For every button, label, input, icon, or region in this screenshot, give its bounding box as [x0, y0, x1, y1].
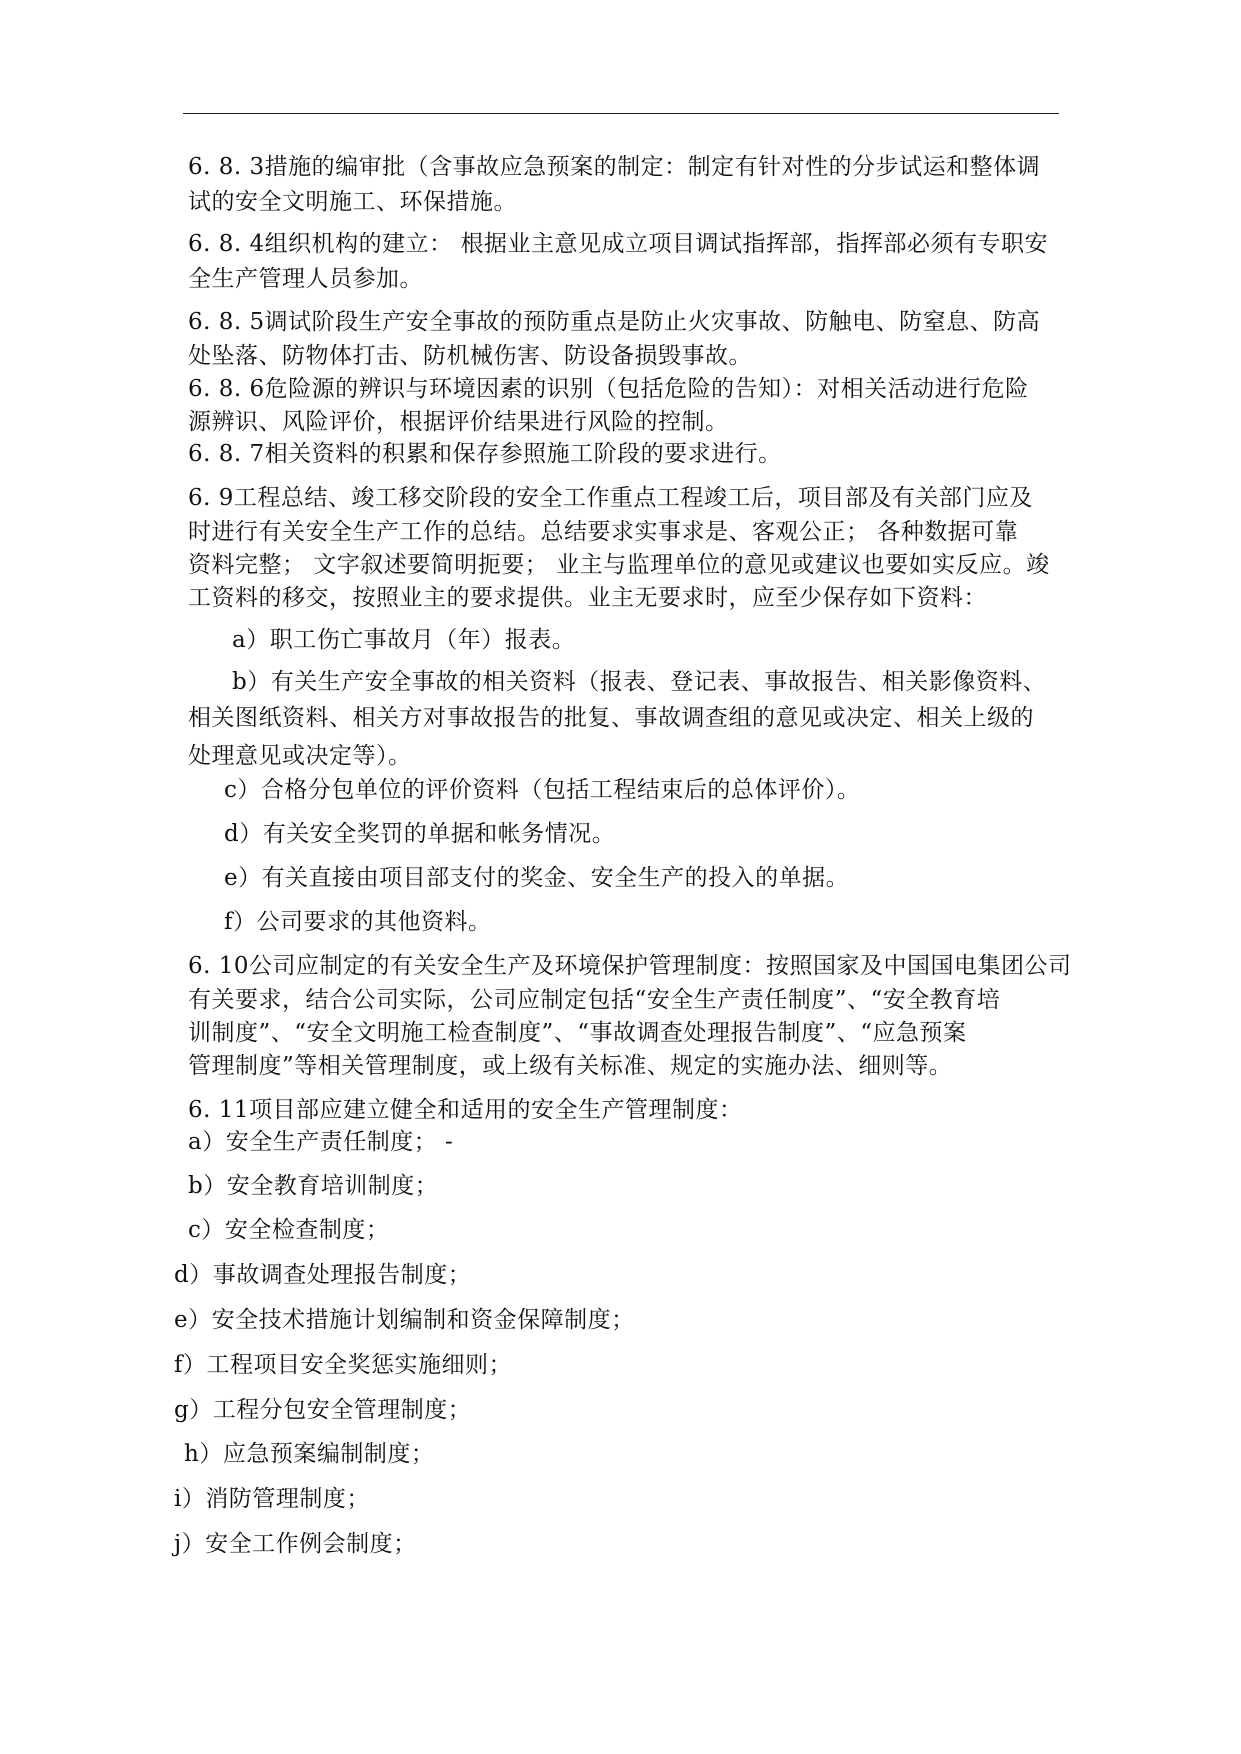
text-line: 6. 8. 7相关资料的积累和保存参照施工阶段的要求进行。 — [188, 441, 782, 467]
text-line: e）有关直接由项目部支付的奖金、安全生产的投入的单据。 — [224, 865, 850, 891]
text-line: c）安全检查制度； — [188, 1217, 390, 1243]
text-line: b）有关生产安全事故的相关资料（报表、登记表、事故报告、相关影像资料、 — [232, 669, 1047, 695]
text-line: j）安全工作例会制度； — [174, 1531, 417, 1557]
text-line: g）工程分包安全管理制度； — [174, 1397, 472, 1423]
text-line: 训制度”、“安全文明施工检查制度”、“事故调查处理报告制度”、“应急预案 — [188, 1020, 967, 1046]
text-line: 有关要求，结合公司实际，公司应制定包括“安全生产责任制度”、“安全教育培 — [188, 987, 1001, 1013]
text-line: h）应急预案编制制度； — [184, 1441, 435, 1467]
text-line: 6. 9工程总结、竣工移交阶段的安全工作重点工程竣工后，项目部及有关部门应及 — [188, 485, 1033, 511]
text-line: c）合格分包单位的评价资料（包括工程结束后的总体评价）。 — [224, 777, 861, 803]
text-line: 时进行有关安全生产工作的总结。总结要求实事求是、客观公正； 各种数据可靠 — [188, 519, 1019, 545]
text-line: 全生产管理人员参加。 — [188, 266, 423, 292]
header-rule — [183, 113, 1059, 114]
text-line: 资料完整； 文字叙述要简明扼要； 业主与监理单位的意见或建议也要如实反应。竣 — [188, 552, 1050, 578]
text-line: 6. 8. 3措施的编审批（含事故应急预案的制定：制定有针对性的分步试运和整体调 — [188, 154, 1041, 180]
text-line: b）安全教育培训制度； — [188, 1173, 439, 1199]
text-line: 管理制度”等相关管理制度，或上级有关标准、规定的实施办法、细则等。 — [188, 1053, 953, 1079]
text-line: 6. 11项目部应建立健全和适用的安全生产管理制度： — [188, 1097, 743, 1123]
text-line: f）工程项目安全奖惩实施细则； — [174, 1352, 513, 1378]
text-line: 6. 8. 4组织机构的建立： 根据业主意见成立项目调试指挥部，指挥部必须有专职安 — [188, 231, 1048, 257]
text-line: a）职工伤亡事故月（年）报表。 — [232, 627, 576, 653]
text-line: d）事故调查处理报告制度； — [174, 1262, 472, 1288]
text-line: e）安全技术措施计划编制和资金保障制度； — [174, 1307, 635, 1333]
text-line: a）安全生产责任制度； - — [188, 1129, 454, 1155]
text-line: 6. 10公司应制定的有关安全生产及环境保护管理制度：按照国家及中国国电集团公司 — [188, 953, 1072, 979]
text-line: d）有关安全奖罚的单据和帐务情况。 — [224, 821, 616, 847]
text-line: 相关图纸资料、相关方对事故报告的批复、事故调查组的意见或决定、相关上级的 — [188, 705, 1034, 731]
text-line: 工资料的移交，按照业主的要求提供。业主无要求时，应至少保存如下资料： — [188, 585, 987, 611]
text-line: 处坠落、防物体打击、防机械伤害、防设备损毁事故。 — [188, 343, 752, 369]
text-line: i）消防管理制度； — [174, 1486, 370, 1512]
text-line: 处理意见或决定等）。 — [188, 743, 412, 769]
text-line: f）公司要求的其他资料。 — [224, 909, 492, 935]
text-line: 6. 8. 6危险源的辨识与环境因素的识别（包括危险的告知）：对相关活动进行危险 — [188, 376, 1029, 402]
text-line: 试的安全文明施工、环保措施。 — [188, 189, 517, 215]
text-line: 源辨识、风险评价，根据评价结果进行风险的控制。 — [188, 409, 729, 435]
text-line: 6. 8. 5调试阶段生产安全事故的预防重点是防止火灾事故、防触电、防窒息、防高 — [188, 309, 1041, 335]
